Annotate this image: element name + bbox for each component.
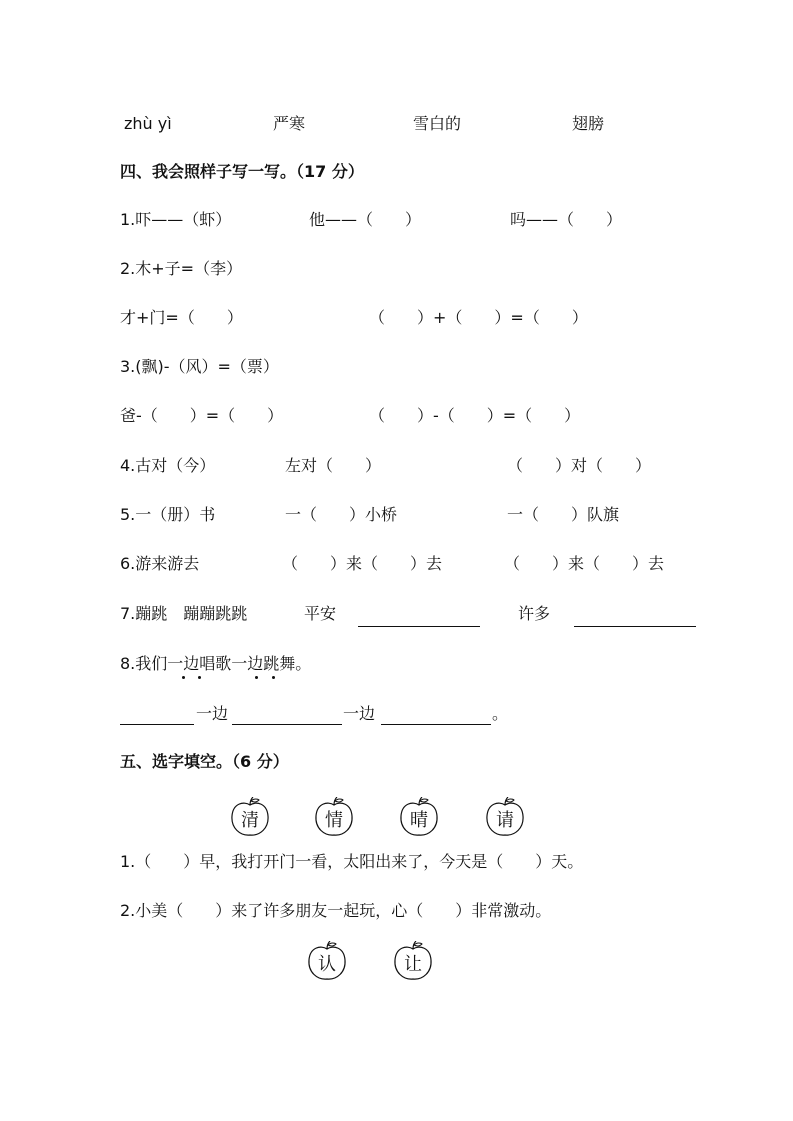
apple-char: 情 (325, 810, 343, 831)
emphasis-dot (272, 676, 275, 679)
emphasis-dot (182, 676, 185, 679)
q8-period: 。 (492, 704, 509, 723)
apple-char-qing-4 (484, 797, 526, 839)
section4-title: 四、我会照样子写一写。（17 分） (120, 162, 364, 181)
apple-char-qing-3 (398, 797, 440, 839)
word-xue-bai-de: 雪白的 (413, 114, 462, 133)
s5-question-2: 2.小美（ ）来了许多朋友一起玩，心（ ）非常激动。 (120, 901, 552, 920)
s5-question-1: 1.（ ）早，我打开门一看，太阳出来了，今天是（ ）天。 (120, 852, 584, 871)
q1-blank-b: 吗——（ ） (510, 210, 623, 229)
q8-yibian-1: 一边 (196, 704, 229, 723)
q7-answer-line-1[interactable] (358, 626, 480, 627)
q7-word-pingan: 平安 (304, 604, 337, 623)
emphasis-dot (198, 676, 201, 679)
apple-char-qing-1 (229, 797, 271, 839)
q4-blank-b: （ ）对（ ） (507, 456, 652, 475)
apple-char-qing-2 (313, 797, 355, 839)
q6-blank-a: （ ）来（ ）去 (282, 554, 443, 573)
q8-answer-line-1[interactable] (120, 724, 194, 725)
q2-blank-a: 才+门=（ ） (120, 308, 243, 327)
q7-example: 7.蹦跳 蹦蹦跳跳 (120, 604, 248, 623)
section5-title: 五、选字填空。（6 分） (120, 752, 289, 771)
q8-answer-line-3[interactable] (381, 724, 491, 725)
q3-example: 3.(飘)-（风）=（票） (120, 357, 279, 376)
q2-blank-b: （ ）+（ ）=（ ） (369, 308, 588, 327)
apple-char: 请 (496, 810, 514, 831)
q4-example: 4.古对（今） (120, 456, 216, 475)
apple-char: 晴 (410, 810, 428, 831)
q3-blank-a: 爸-（ ）=（ ） (120, 406, 284, 425)
q6-blank-b: （ ）来（ ）去 (504, 554, 665, 573)
q2-example: 2.木+子=（李） (120, 259, 243, 278)
apple-char: 认 (318, 954, 336, 975)
pinyin-zhu-yi: zhù yì (124, 114, 172, 133)
word-yan-han: 严寒 (273, 114, 306, 133)
q6-example: 6.游来游去 (120, 554, 200, 573)
apple-char-ren (306, 941, 348, 983)
q1-blank-a: 他——（ ） (309, 210, 422, 229)
q7-answer-line-2[interactable] (574, 626, 696, 627)
q4-blank-a: 左对（ ） (285, 456, 382, 475)
q5-blank-a: 一（ ）小桥 (285, 505, 398, 524)
word-chi-bang: 翅膀 (572, 114, 605, 133)
q5-example: 5.一（册）书 (120, 505, 216, 524)
apple-char: 让 (404, 954, 422, 975)
q5-blank-b: 一（ ）队旗 (507, 505, 620, 524)
emphasis-dot (255, 676, 258, 679)
q1-example: 1.吓——（虾） (120, 210, 232, 229)
q3-blank-b: （ ）-（ ）=（ ） (369, 406, 581, 425)
q8-answer-line-2[interactable] (232, 724, 342, 725)
q8-yibian-2: 一边 (343, 704, 376, 723)
q7-word-xuduo: 许多 (518, 604, 551, 623)
apple-char: 清 (241, 810, 259, 831)
apple-char-rang (392, 941, 434, 983)
q8-sentence: 8.我们一边唱歌一边跳舞。 (120, 654, 312, 673)
